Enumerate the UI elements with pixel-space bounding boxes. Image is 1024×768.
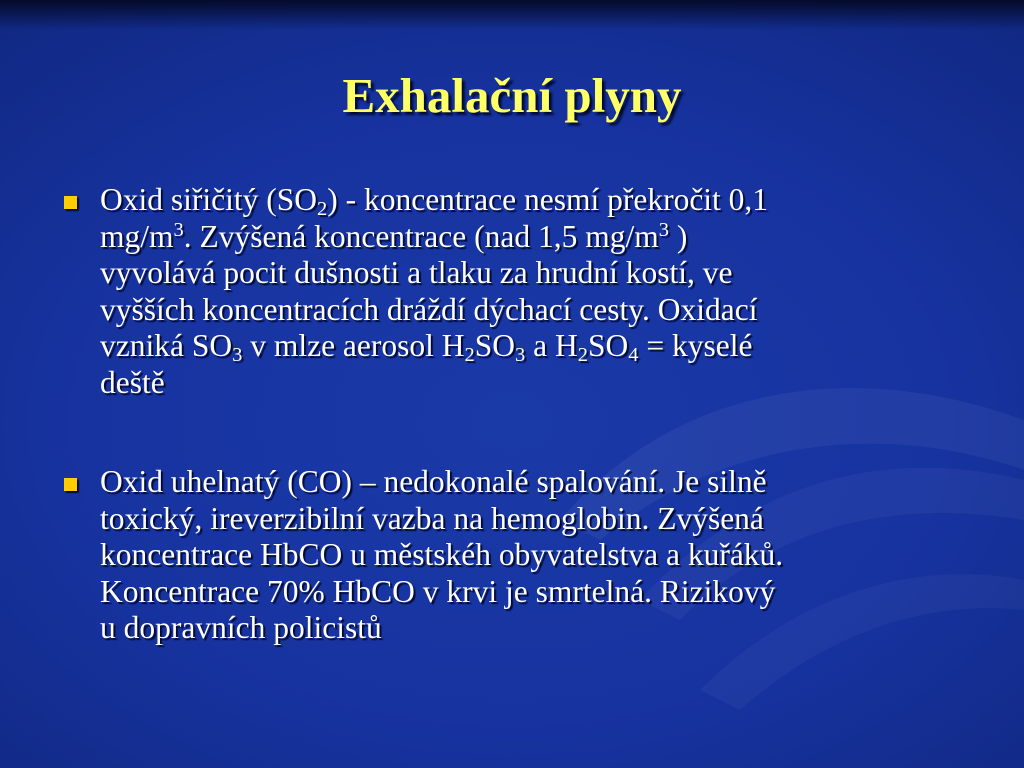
bullet-item-sulfur-dioxide — [62, 182, 982, 401]
text-run: . Zvýšená koncentrace (nad 1,5 mg/m — [183, 218, 659, 254]
bullet-list — [62, 182, 982, 647]
text-line — [100, 182, 982, 219]
text-run: SO — [474, 328, 516, 363]
text-line: koncentrace HbCO u městskéh obyvatelstva a kuřáků. — [100, 537, 784, 572]
subscript: 3 — [232, 344, 243, 367]
text-run: SO — [588, 328, 629, 363]
text-run: v mlze aerosol H — [242, 328, 465, 363]
subscript: 2 — [464, 344, 475, 367]
text-line: toxický, ireverzibilní vazba na hemoglobin. Zvýšená — [100, 500, 764, 536]
subscript: 2 — [577, 344, 588, 367]
text-run: ) — [668, 218, 688, 254]
text-line: vyvolává pocit dušnosti a tlaku za hrudní kostí, ve — [100, 255, 733, 290]
text-line: Oxid uhelnatý (CO) – nedokonalé spalování. Je silně — [100, 464, 767, 499]
superscript: 3 — [658, 218, 669, 241]
slide-title: Exhalační plyny — [342, 68, 682, 123]
subscript: 3 — [515, 344, 526, 367]
text-run: = kyselé — [638, 328, 753, 363]
text-line — [100, 219, 982, 256]
subscript: 2 — [317, 198, 328, 221]
text-run: vzniká SO — [100, 328, 233, 363]
square-bullet-icon — [64, 196, 77, 209]
subscript: 4 — [628, 344, 639, 367]
bullet-item-carbon-monoxide — [62, 464, 982, 647]
text-line: Koncentrace 70% HbCO v krvi je smrtelná. Rizikový — [100, 573, 776, 609]
text-line: vyšších koncentracích dráždí dýchací cesty. Oxidací — [100, 291, 758, 327]
text-run: Oxid siřičitý (SO — [100, 182, 317, 217]
superscript: 3 — [173, 218, 184, 241]
text-line — [100, 328, 982, 365]
square-bullet-icon — [64, 478, 77, 491]
text-run: mg/m — [100, 218, 174, 254]
text-run: ) - koncentrace nesmí překročit 0,1 — [327, 182, 769, 217]
text-run: a H — [525, 328, 578, 363]
text-line: deště — [100, 364, 165, 400]
text-line: u dopravních policistů — [100, 610, 382, 645]
